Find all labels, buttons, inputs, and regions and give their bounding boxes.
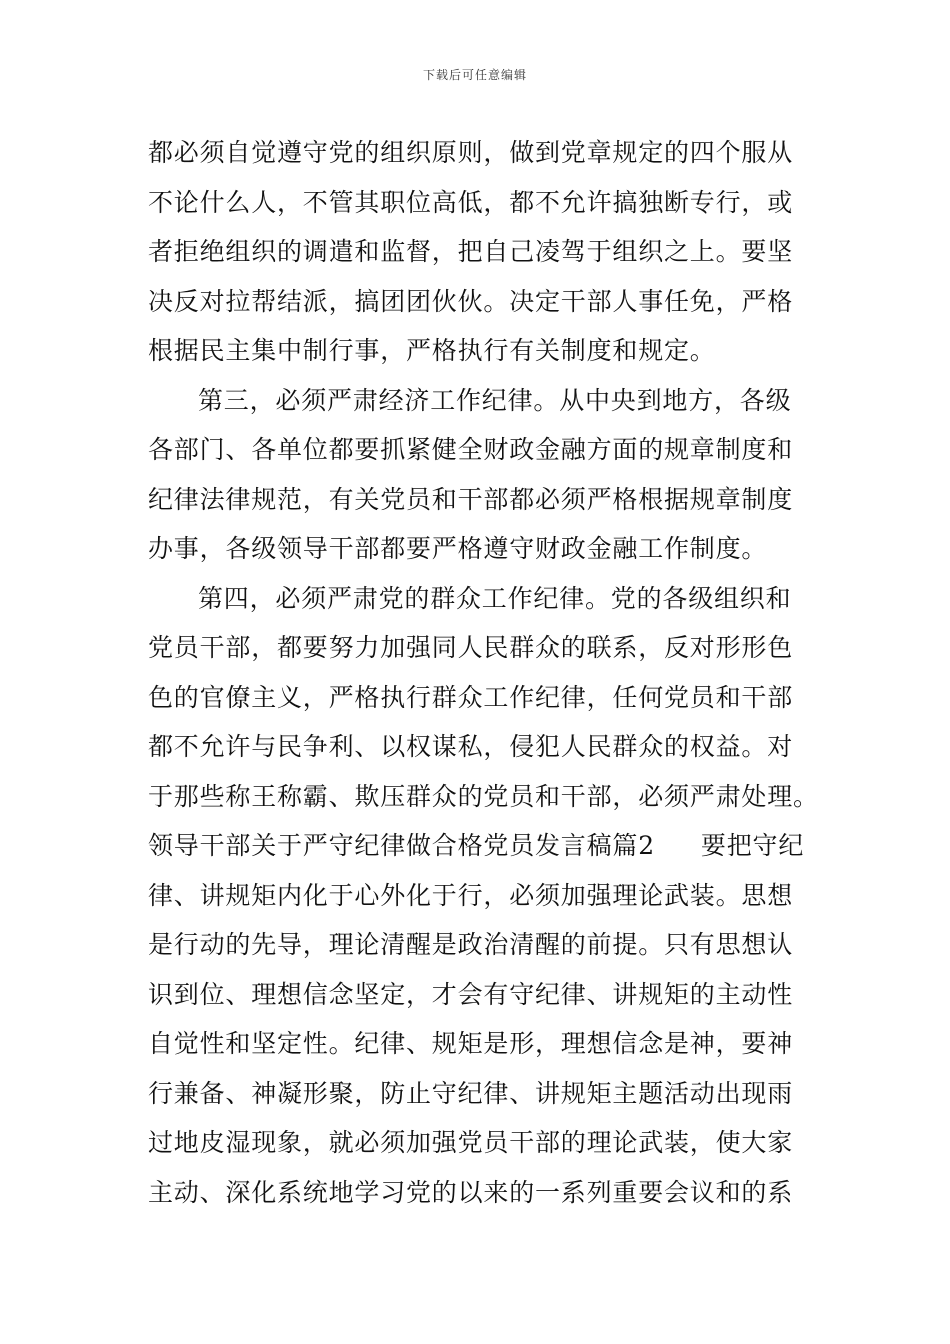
text-line: 自觉性和坚定性。纪律、规矩是形，理想信念是神，要神 — [148, 1029, 794, 1058]
text-line: 过地皮湿现象，就必须加强党员干部的理论武装，使大家 — [148, 1128, 794, 1157]
text-line: 根据民主集中制行事，严格执行有关制度和规定。 — [148, 336, 716, 365]
text-line: 者拒绝组织的调遣和监督，把自己凌驾于组织之上。要坚 — [148, 237, 794, 266]
text-line: 都不允许与民争利、以权谋私，侵犯人民群众的权益。对 — [148, 732, 794, 761]
document-body — [148, 128, 819, 1217]
section-title-line — [148, 821, 808, 871]
text-fragment: 要把守纪 — [700, 831, 805, 860]
text-line: 识到位、理想信念坚定，才会有守纪律、讲规矩的主动性 — [148, 979, 794, 1009]
page-header: 下载后可任意编辑 — [422, 68, 527, 82]
text-line: 不论什么人，不管其职位高低，都不允许搞独断专行，或 — [148, 187, 794, 217]
section-title: 领导干部关于严守纪律做合格党员发言稿篇2 — [148, 831, 655, 860]
text-line: 色的官僚主义，严格执行群众工作纪律，任何党员和干部 — [148, 682, 794, 712]
text-line: 办事，各级领导干部都要严格遵守财政金融工作制度。 — [148, 534, 768, 563]
text-line: 党员干部，都要努力加强同人民群众的联系，反对形形色 — [148, 633, 794, 662]
text-line: 各部门、各单位都要抓紧健全财政金融方面的规章制度和 — [148, 435, 794, 464]
text-line: 都必须自觉遵守党的组织原则，做到党章规定的四个服从 — [148, 138, 794, 167]
text-line: 纪律法律规范，有关党员和干部都必须严格根据规章制度 — [148, 484, 794, 514]
text-line: 主动、深化系统地学习党的以来的一系列重要会议和的系 — [148, 1177, 794, 1207]
text-line: 于那些称王称霸、欺压群众的党员和干部，必须严肃处理。 — [148, 781, 819, 811]
text-line: 是行动的先导，理论清醒是政治清醒的前提。只有思想认 — [148, 930, 794, 959]
text-line: 决反对拉帮结派，搞团团伙伙。决定干部人事任免，严格 — [148, 286, 794, 316]
paragraph-start-line: 第四，必须严肃党的群众工作纪律。党的各级组织和 — [198, 583, 792, 613]
paragraph-start-line: 第三，必须严肃经济工作纪律。从中央到地方，各级 — [198, 385, 792, 415]
text-line: 行兼备、神凝形聚，防止守纪律、讲规矩主题活动出现雨 — [148, 1078, 794, 1108]
text-line: 律、讲规矩内化于心外化于行，必须加强理论武装。思想 — [148, 880, 794, 910]
